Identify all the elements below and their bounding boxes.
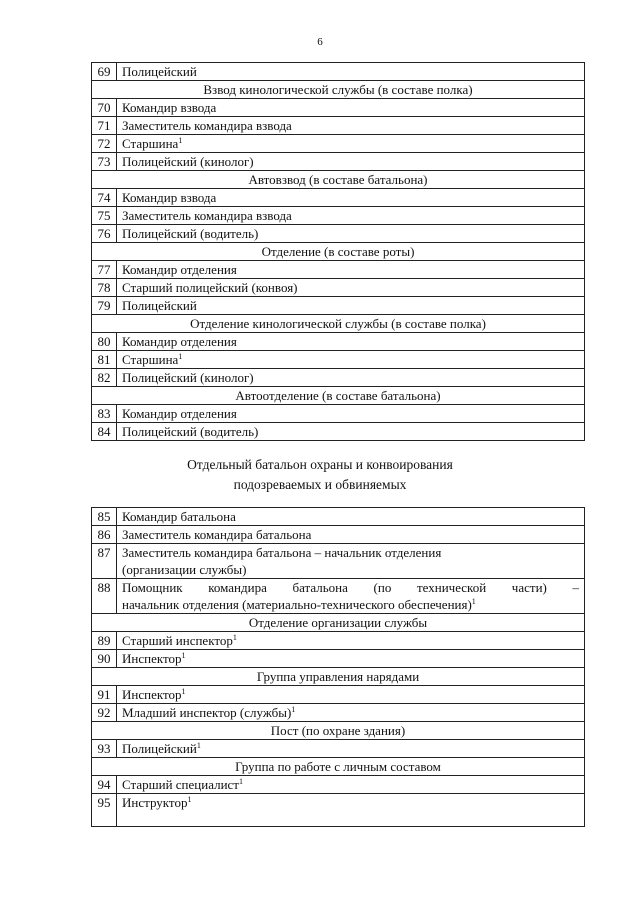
- position-row: [92, 99, 585, 117]
- position-title-text: Младший инспектор (службы): [122, 705, 292, 720]
- position-title-text: Заместитель командира взвода: [122, 208, 292, 223]
- footnote-marker: 1: [178, 136, 183, 145]
- position-row: [92, 189, 585, 207]
- position-row: [92, 632, 585, 650]
- position-title: [117, 579, 585, 614]
- position-title: [117, 369, 585, 387]
- section-title: Группа по работе с личным составом: [92, 758, 585, 776]
- position-row: [92, 261, 585, 279]
- position-title-text: Инструктор: [122, 795, 188, 810]
- position-title: [117, 776, 585, 794]
- position-number: 74: [92, 189, 117, 207]
- position-title-text: Командир взвода: [122, 190, 217, 205]
- position-number: 79: [92, 297, 117, 315]
- footnote-marker: 1: [196, 741, 201, 750]
- section-row: [92, 722, 585, 740]
- position-number: 91: [92, 686, 117, 704]
- position-row: [92, 776, 585, 794]
- position-number: 71: [92, 117, 117, 135]
- position-title-line-2-text: начальник отделения (материально-технического обеспечения): [122, 597, 472, 612]
- position-row: [92, 153, 585, 171]
- position-title-text: Полицейский (кинолог): [122, 370, 254, 385]
- position-number: 69: [92, 63, 117, 81]
- position-title-text: Командир взвода: [122, 100, 217, 115]
- position-number: 85: [92, 508, 117, 526]
- position-title: [117, 63, 585, 81]
- position-title: [117, 261, 585, 279]
- position-row: [92, 544, 585, 579]
- section-title: Взвод кинологической службы (в составе полка): [92, 81, 585, 99]
- position-title: [117, 189, 585, 207]
- position-number: 73: [92, 153, 117, 171]
- position-title-text: Старший полицейский (конвоя): [122, 280, 298, 295]
- position-row: [92, 351, 585, 369]
- position-number: 93: [92, 740, 117, 758]
- position-number: 89: [92, 632, 117, 650]
- position-row: [92, 794, 585, 827]
- position-row: [92, 686, 585, 704]
- position-title-line-2: [122, 561, 579, 578]
- position-title-text: Старший инспектор: [122, 633, 233, 648]
- position-title: [117, 153, 585, 171]
- section-row: [92, 614, 585, 632]
- position-title: [117, 686, 585, 704]
- position-title-text: Полицейский (кинолог): [122, 154, 254, 169]
- position-title: [117, 225, 585, 243]
- position-row: [92, 297, 585, 315]
- position-title: [117, 526, 585, 544]
- position-row: [92, 740, 585, 758]
- section-row: [92, 668, 585, 686]
- footnote-marker: 1: [178, 352, 183, 361]
- position-number: 83: [92, 405, 117, 423]
- caption-line-1: Отдельный батальон охраны и конвоирования: [187, 457, 453, 472]
- position-number: 94: [92, 776, 117, 794]
- caption-line-2: подозреваемых и обвиняемых: [233, 477, 407, 492]
- position-row: [92, 279, 585, 297]
- position-title-text: Командир отделения: [122, 262, 237, 277]
- position-title-text: Полицейский: [122, 741, 197, 756]
- battalion-caption: [0, 455, 640, 495]
- section-row: [92, 171, 585, 189]
- section-title: Отделение кинологической службы (в составе полка): [92, 315, 585, 333]
- position-title: [117, 279, 585, 297]
- positions-table-1: [91, 62, 585, 441]
- position-number: 82: [92, 369, 117, 387]
- section-title: Пост (по охране здания): [92, 722, 585, 740]
- position-title-line-2-text: (организации службы): [122, 562, 247, 577]
- position-title-text: Полицейский (водитель): [122, 226, 259, 241]
- position-row: [92, 333, 585, 351]
- position-number: 84: [92, 423, 117, 441]
- position-title: [117, 544, 585, 579]
- section-row: [92, 315, 585, 333]
- section-row: [92, 81, 585, 99]
- section-title: Отделение (в составе роты): [92, 243, 585, 261]
- position-title: [117, 508, 585, 526]
- position-title-line-2: [122, 596, 579, 613]
- position-row: [92, 650, 585, 668]
- position-row: [92, 579, 585, 614]
- position-number: 95: [92, 794, 117, 827]
- position-title: [117, 794, 585, 827]
- positions-table-2: [91, 507, 585, 827]
- position-number: 90: [92, 650, 117, 668]
- section-title: Группа управления нарядами: [92, 668, 585, 686]
- footnote-marker: 1: [232, 633, 237, 642]
- footnote-marker: 1: [181, 651, 186, 660]
- position-title: [117, 99, 585, 117]
- position-number: 75: [92, 207, 117, 225]
- position-number: 76: [92, 225, 117, 243]
- position-title-text: Командир батальона: [122, 509, 236, 524]
- position-row: [92, 526, 585, 544]
- position-row: [92, 704, 585, 722]
- footnote-marker: 1: [238, 777, 243, 786]
- position-title: [117, 135, 585, 153]
- position-title-text: Командир отделения: [122, 406, 237, 421]
- position-title: [117, 632, 585, 650]
- position-number: 80: [92, 333, 117, 351]
- position-title-text: Командир отделения: [122, 334, 237, 349]
- footnote-marker: 1: [187, 795, 192, 804]
- position-title-text: Полицейский: [122, 298, 197, 313]
- position-title-text: Полицейский: [122, 64, 197, 79]
- section-title: Автоотделение (в составе батальона): [92, 387, 585, 405]
- position-number: 72: [92, 135, 117, 153]
- position-title: [117, 333, 585, 351]
- position-title-text: Полицейский (водитель): [122, 424, 259, 439]
- section-title: Отделение организации службы: [92, 614, 585, 632]
- position-title-text: Старший специалист: [122, 777, 239, 792]
- position-title-line-1: Заместитель командира батальона – начальник отделения: [122, 545, 442, 560]
- position-row: [92, 405, 585, 423]
- position-title: [117, 704, 585, 722]
- position-title-text: Заместитель командира батальона: [122, 527, 312, 542]
- position-row: [92, 135, 585, 153]
- position-title: [117, 740, 585, 758]
- position-number: 86: [92, 526, 117, 544]
- section-row: [92, 758, 585, 776]
- position-row: [92, 207, 585, 225]
- position-title: [117, 297, 585, 315]
- position-number: 78: [92, 279, 117, 297]
- position-row: [92, 225, 585, 243]
- position-row: [92, 423, 585, 441]
- position-title: [117, 650, 585, 668]
- footnote-marker: 1: [181, 687, 186, 696]
- position-number: 87: [92, 544, 117, 579]
- footnote-marker: 1: [471, 597, 476, 606]
- position-title-text: Инспектор: [122, 687, 182, 702]
- position-title: [117, 207, 585, 225]
- position-title: [117, 117, 585, 135]
- section-row: [92, 243, 585, 261]
- section-row: [92, 387, 585, 405]
- position-title: [117, 423, 585, 441]
- position-row: [92, 117, 585, 135]
- section-title: Автовзвод (в составе батальона): [92, 171, 585, 189]
- position-number: 70: [92, 99, 117, 117]
- page-number: 6: [317, 36, 323, 48]
- position-row: [92, 63, 585, 81]
- position-title: [117, 405, 585, 423]
- position-number: 92: [92, 704, 117, 722]
- position-number: 77: [92, 261, 117, 279]
- position-title: [117, 351, 585, 369]
- position-number: 81: [92, 351, 117, 369]
- position-row: [92, 508, 585, 526]
- position-title-text: Заместитель командира взвода: [122, 118, 292, 133]
- position-title-text: Инспектор: [122, 651, 182, 666]
- position-number: 88: [92, 579, 117, 614]
- position-row: [92, 369, 585, 387]
- position-title-line-1: Помощник командира батальона (по технической части) –: [122, 580, 579, 595]
- position-title-text: Старшина: [122, 136, 179, 151]
- position-title-text: Старшина: [122, 352, 179, 367]
- footnote-marker: 1: [291, 705, 296, 714]
